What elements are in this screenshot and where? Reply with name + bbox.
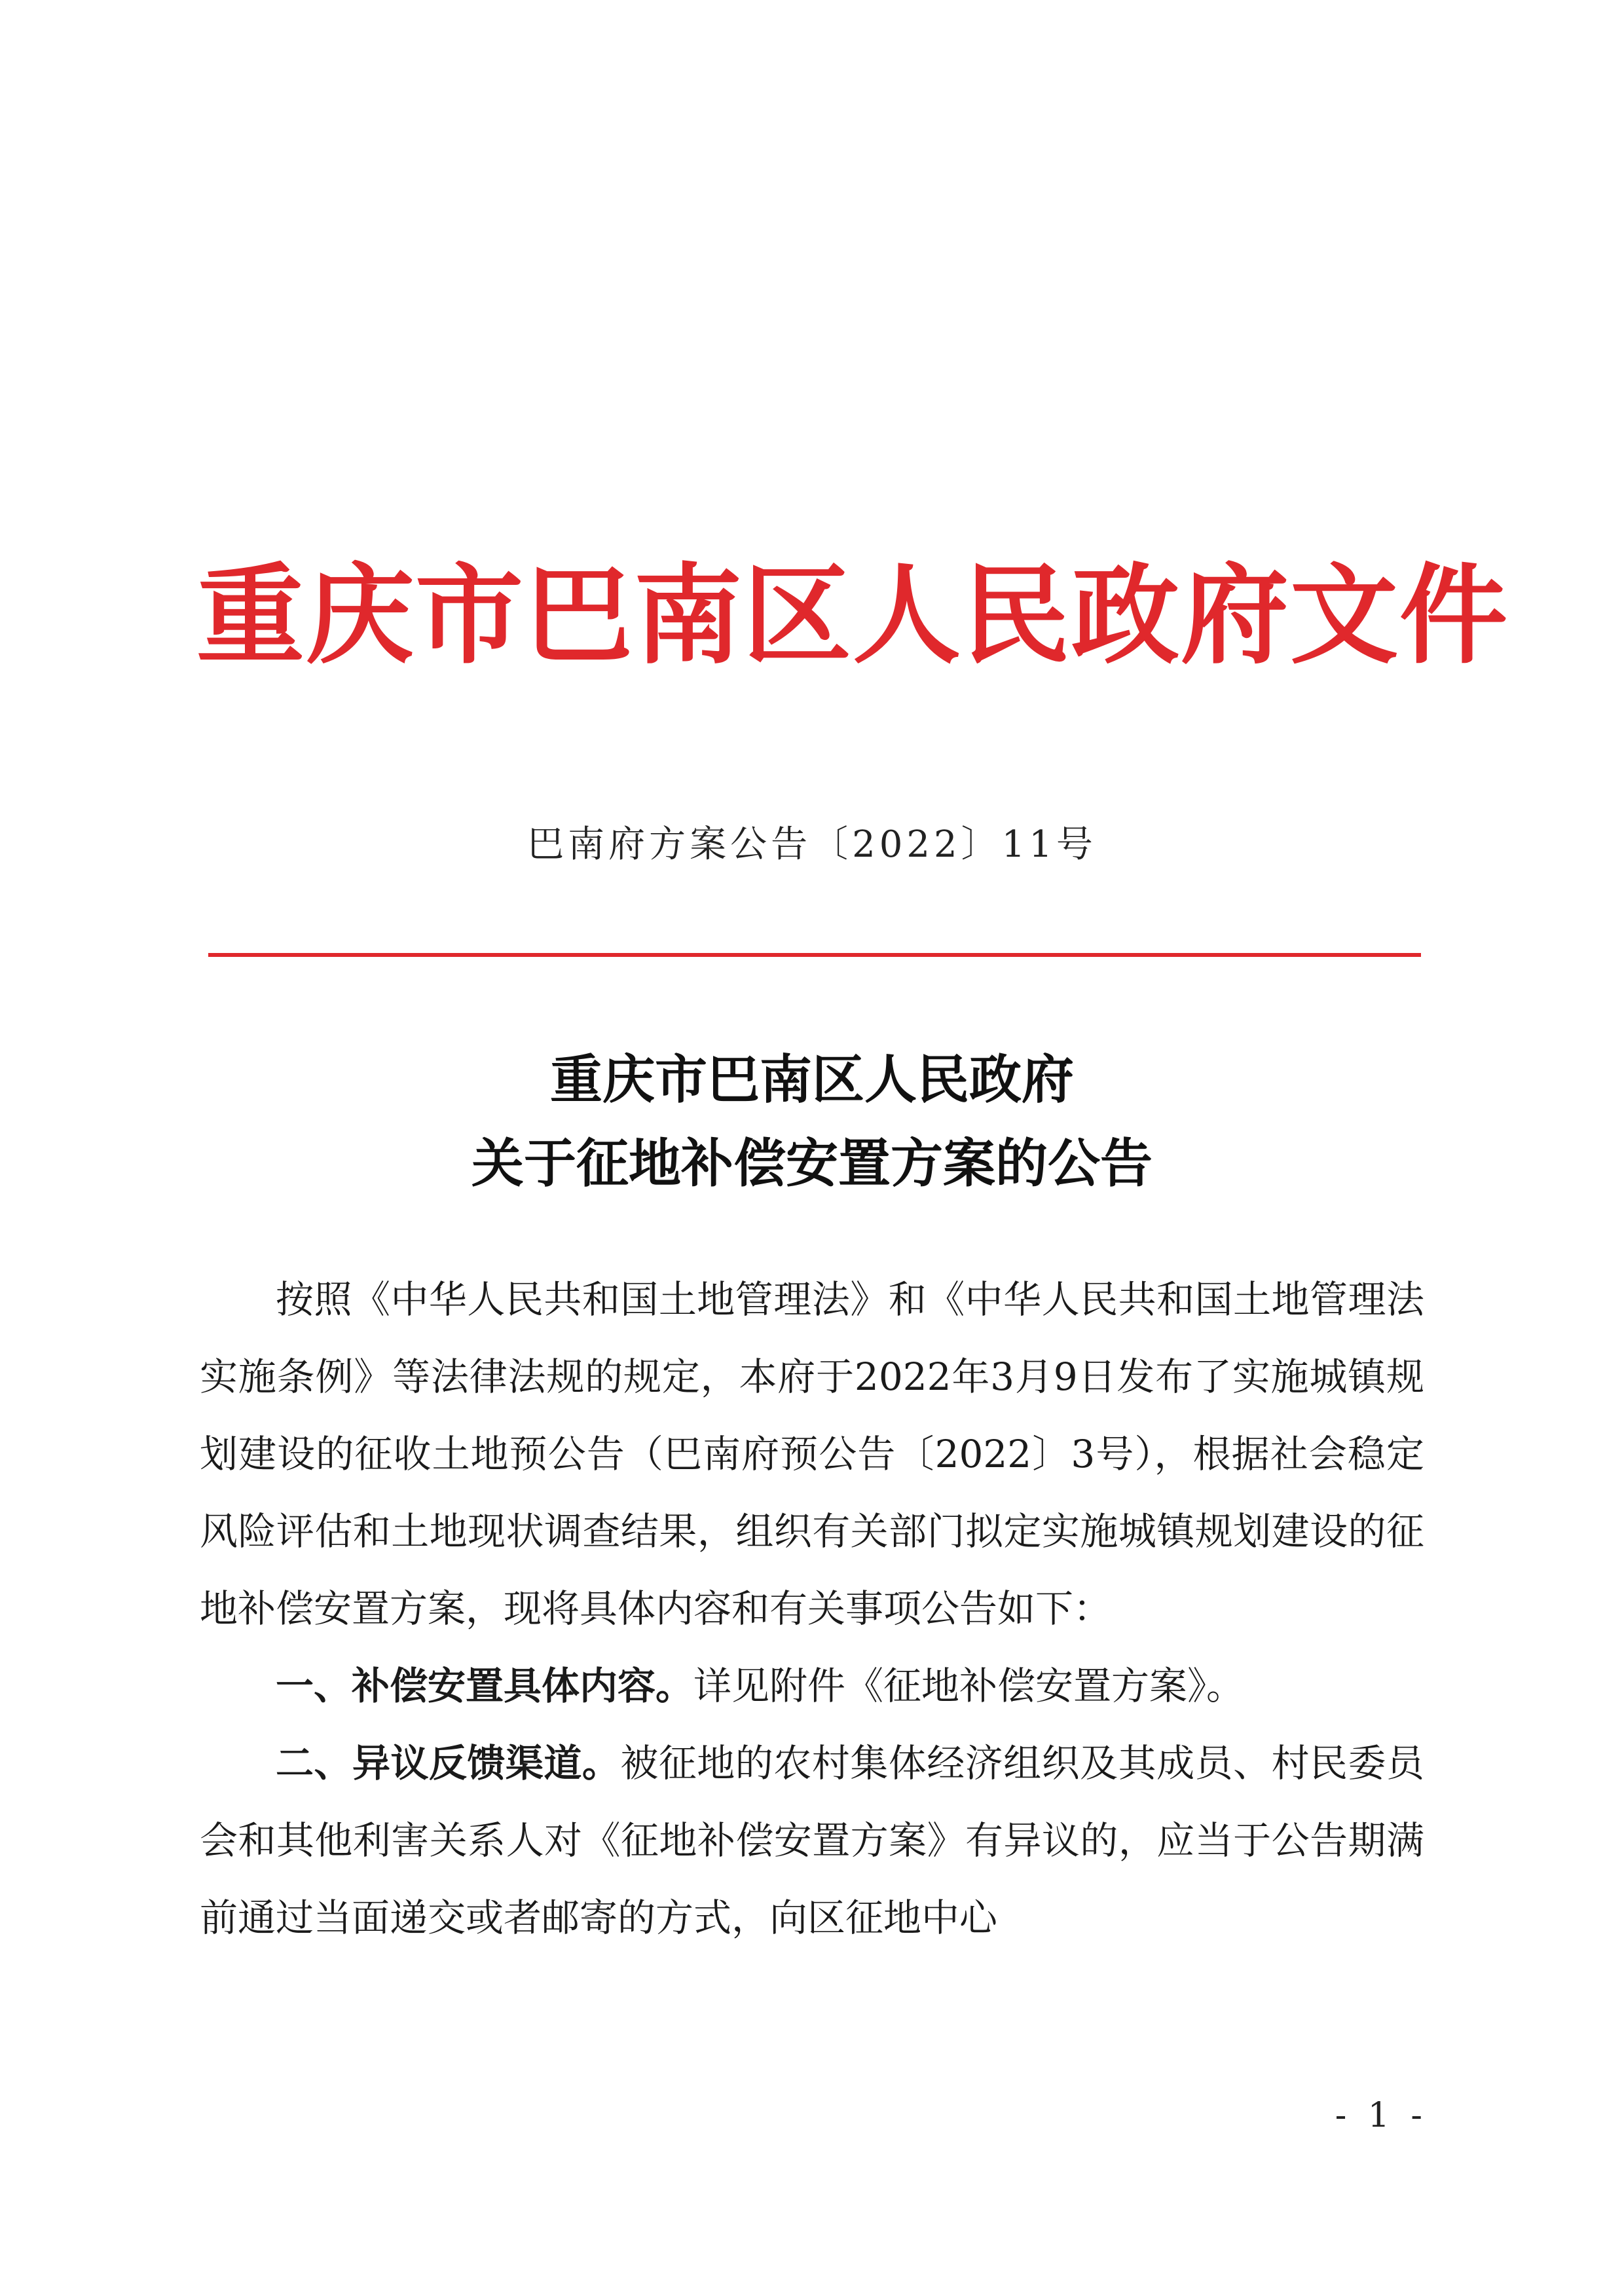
section-1-paragraph bbox=[200, 1647, 1424, 1725]
section-1-text: 详见附件《征地补偿安置方案》。 bbox=[693, 1664, 1245, 1708]
masthead-title: 重庆市巴南区人民政府文件 bbox=[196, 553, 1509, 679]
red-divider-line bbox=[208, 953, 1421, 957]
title-line-2: 关于征地补偿安置方案的公告 bbox=[471, 1133, 1153, 1194]
section-2-heading: 二、异议反馈渠道。 bbox=[276, 1741, 621, 1785]
page-number: - 1 - bbox=[1335, 2096, 1428, 2135]
section-2-paragraph bbox=[200, 1725, 1424, 1956]
announcement-title bbox=[196, 1038, 1428, 1206]
announcement-body bbox=[200, 1261, 1424, 1956]
document-number: 巴南府方案公告〔2022〕11号 bbox=[527, 823, 1097, 866]
section-1-heading: 一、补偿安置具体内容。 bbox=[276, 1664, 694, 1708]
intro-paragraph: 按照《中华人民共和国土地管理法》和《中华人民共和国土地管理法实施条例》等法律法规的规定，本府于2022年3月9日发布了实施城镇规划建设的征收土地预公告（巴南府预公告〔2022〕3号），根据社会稳定风险评估和土地现状调查结果，组织有关部门拟定实施城镇规划建设的征地补偿安置方案，现将具体内容和有关事项公告如下： bbox=[200, 1277, 1424, 1631]
section-2-text: 被征地的农村集体经济组织及其成员、村民委员会和其他利害关系人对《征地补偿安置方案》有异议的，应当于公告期满前通过当面递交或者邮寄的方式，向区征地中心 bbox=[200, 1741, 1424, 1940]
title-line-1: 重庆市巴南区人民政府 bbox=[550, 1049, 1074, 1110]
